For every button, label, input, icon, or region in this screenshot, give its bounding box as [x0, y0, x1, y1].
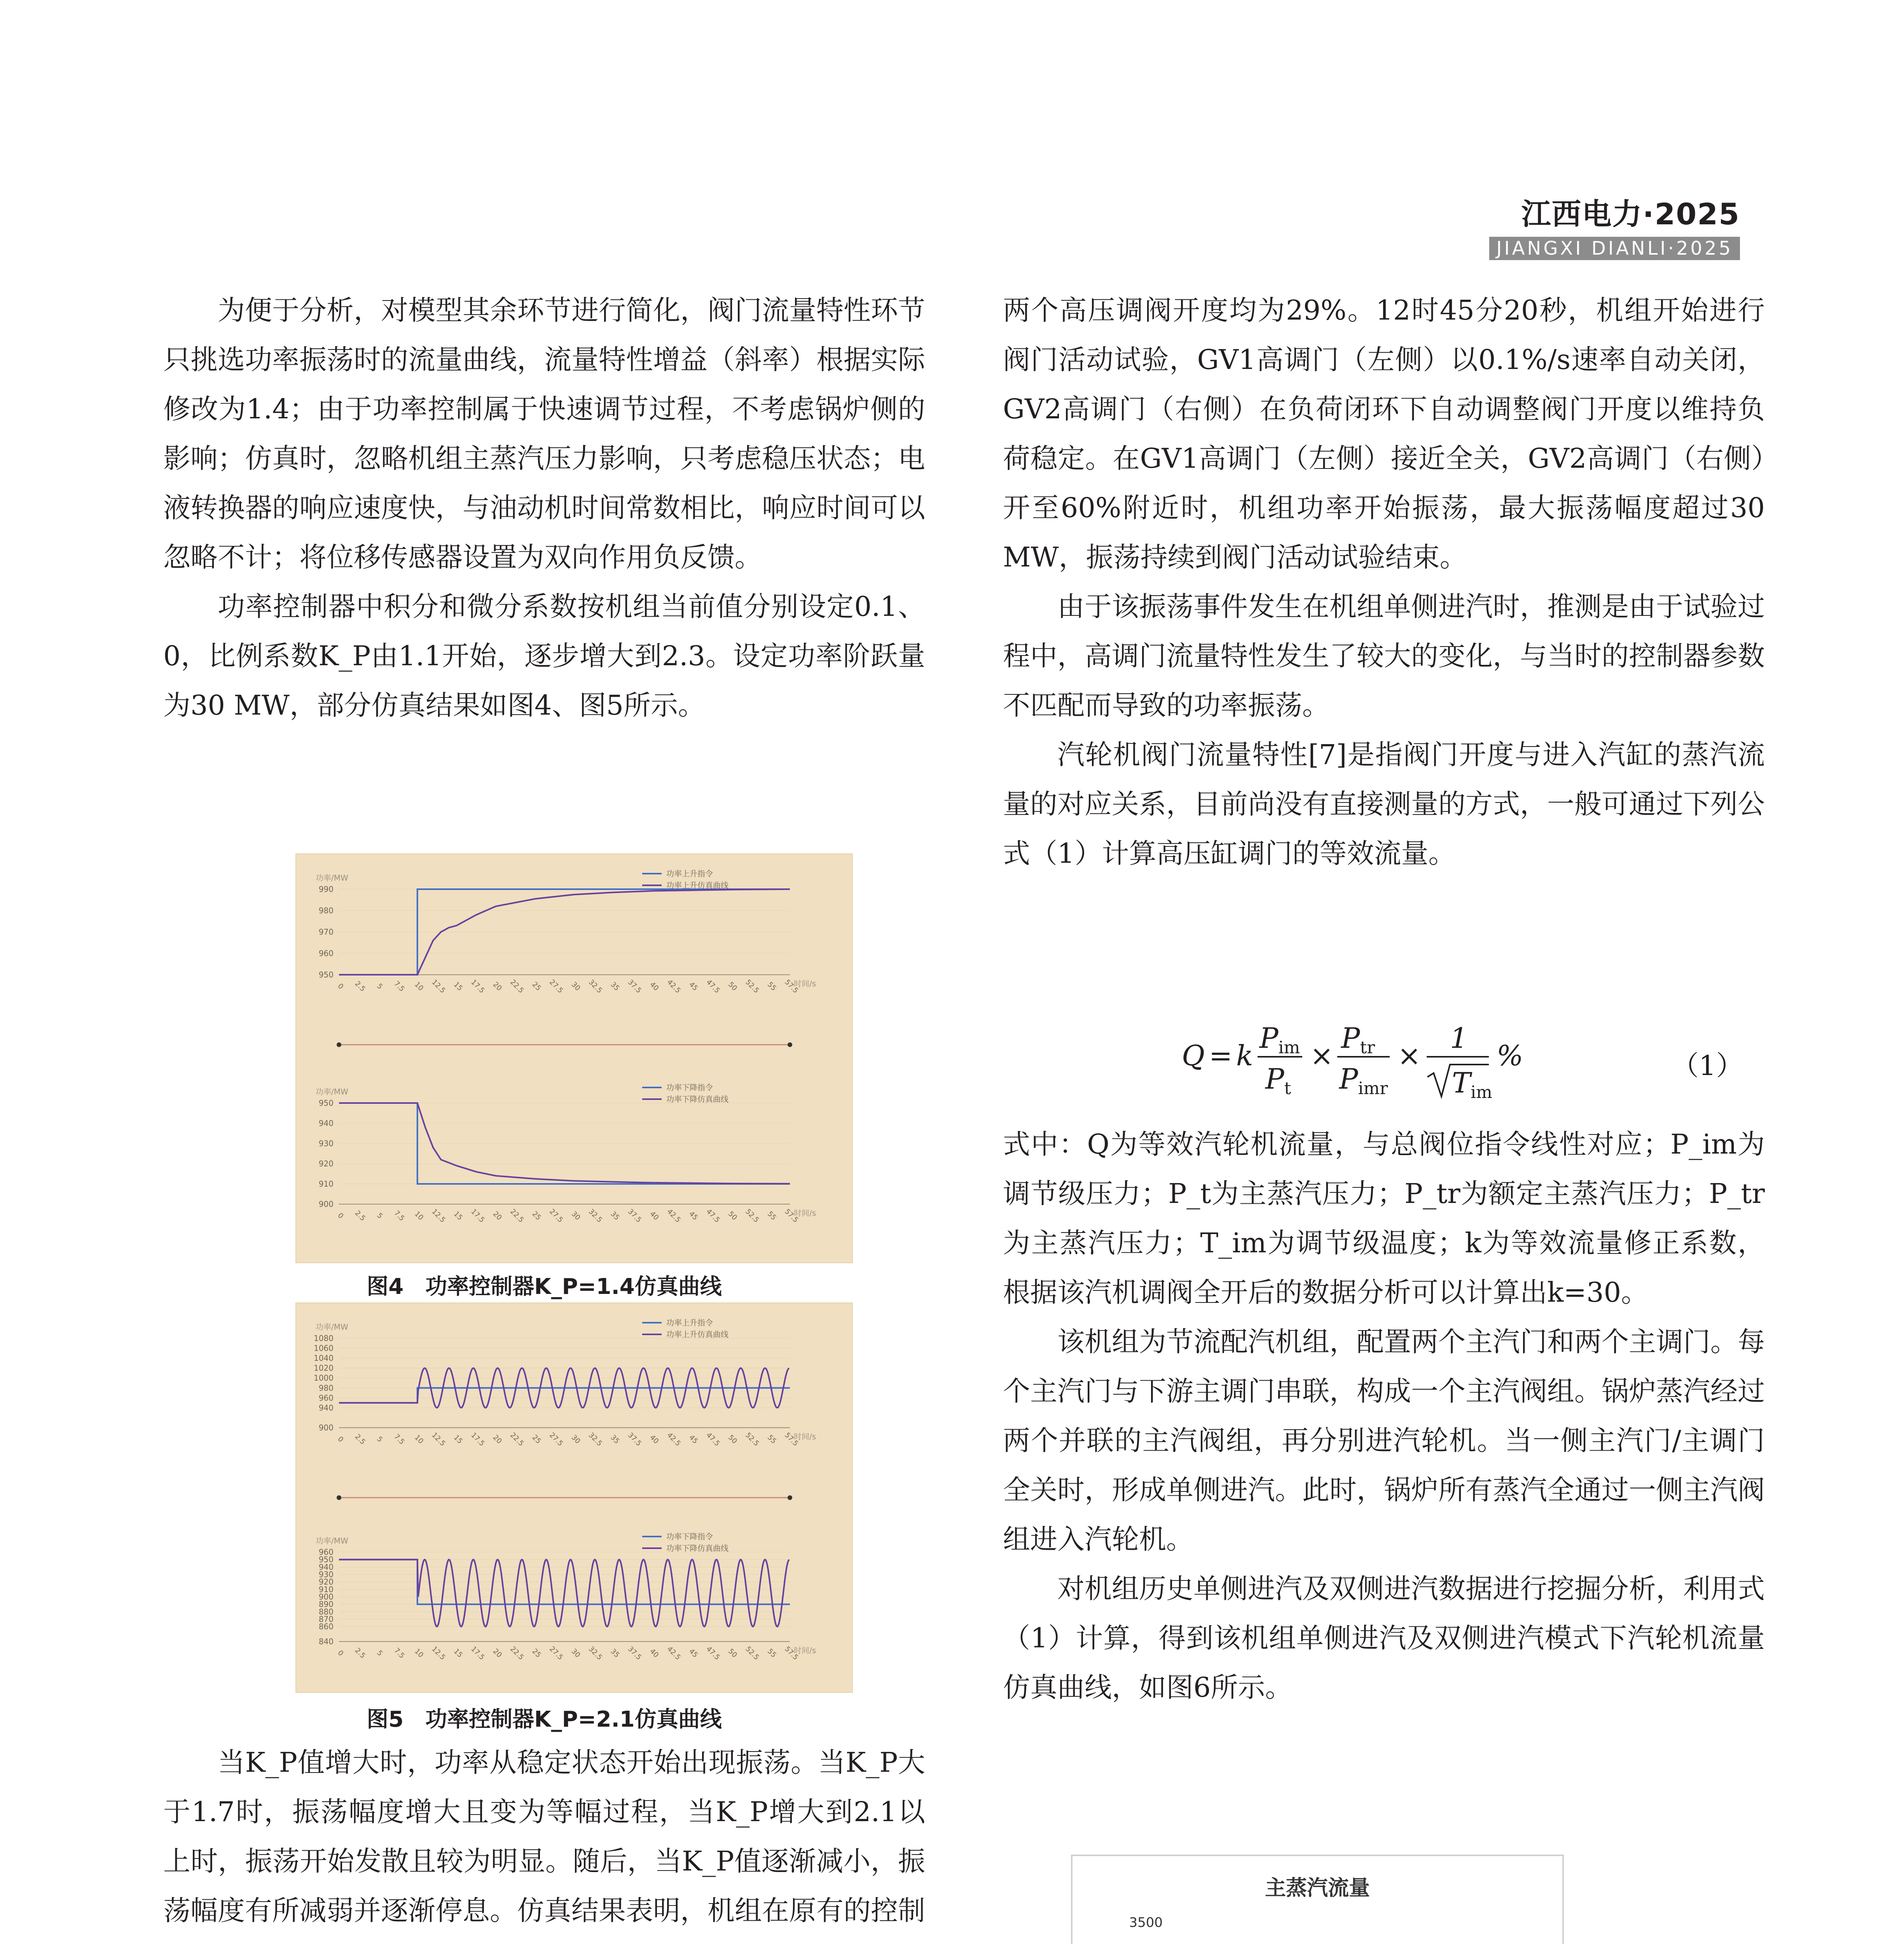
fig5-bottom-xtick: 5 [375, 1649, 384, 1658]
fig4-top-ytick: 950 [318, 970, 334, 979]
fig4-top-ytick: 990 [318, 885, 334, 894]
fig4-top-xtick: 2.5 [353, 979, 367, 993]
fig5-top-xtick: 30 [569, 1433, 582, 1446]
fig5-top-xtick: 37.5 [626, 1431, 643, 1448]
fig4-top-xtick: 25 [530, 980, 543, 993]
fig4-bottom-ytick: 900 [318, 1199, 334, 1209]
right-paragraph-6: 对机组历史单侧进汽及双侧进汽数据进行挖掘分析，利用式（1）计算，得到该机组单侧进汽及双侧进汽模式下汽轮机流量仿真曲线，如图6所示。 [1003, 1573, 1765, 1703]
fig4-bottom-xtick: 5 [375, 1211, 384, 1220]
fig5-bottom-ytick: 910 [318, 1584, 334, 1594]
fig4-bottom-xtick: 40 [648, 1210, 660, 1222]
fig5-top-ytick: 900 [318, 1423, 334, 1432]
fig4-top-xlabel: 时间/s [794, 979, 816, 988]
fig5-top-xtick: 35 [609, 1433, 621, 1446]
fig4-bottom-xtick: 12.5 [430, 1207, 447, 1224]
right-column-lower [1003, 1120, 1765, 1712]
svg-text:%: % [1497, 1039, 1523, 1072]
right-paragraph-5: 该机组为节流配汽机组，配置两个主汽门和两个主调门。每个主汽门与下游主调门串联，构成一个主汽阀组。锅炉蒸汽经过两个并联的主汽阀组，再分别进汽轮机。当一侧主汽门/主调门全关时，形成单侧进汽。此时，锅炉所有蒸汽全通过一侧主汽阀组进入汽轮机。 [1003, 1326, 1765, 1555]
equation-number: （1） [1672, 1050, 1743, 1082]
fig4-top-xtick: 57.5 [783, 978, 800, 995]
fig5-bottom-xtick: 0 [336, 1649, 345, 1658]
left-paragraph-2: 功率控制器中积分和微分系数按机组当前值分别设定0.1、0，比例系数K_P由1.1开始，逐步增大到2.3。设定功率阶跃量为30 MW，部分仿真结果如图4、图5所示。 [163, 591, 925, 721]
fig5-bottom-xtick: 22.5 [508, 1645, 526, 1662]
fig4-separator-dot [337, 1042, 341, 1047]
fig5-top-xtick: 5 [375, 1435, 384, 1444]
fig4-bottom-ytick: 920 [318, 1159, 334, 1168]
fig4-top-legend-label: 功率上升仿真曲线 [666, 881, 728, 890]
svg-text:×: × [1397, 1039, 1421, 1072]
fig4-top-xtick: 40 [648, 980, 660, 993]
fig4-top-xtick: 52.5 [744, 978, 761, 995]
fig5-bottom-xtick: 37.5 [626, 1645, 643, 1662]
fig5-top-xtick: 42.5 [665, 1431, 682, 1448]
fig5-bottom-xtick: 10 [413, 1647, 425, 1659]
fig5-bottom-ytick: 920 [318, 1577, 334, 1587]
fig4-top-ytick: 960 [318, 949, 334, 958]
journal-name-cn: 江西电力·2025 [1521, 197, 1740, 231]
left-column [163, 286, 925, 730]
fig5-top-legend-label: 功率上升指令 [666, 1318, 713, 1327]
left-column-lower [163, 1738, 925, 1944]
fig5-bottom-legend-label: 功率下降指令 [666, 1532, 713, 1541]
figure-4-caption: 图4 功率控制器K_P=1.4仿真曲线 [367, 1274, 722, 1299]
fig5-top-xtick: 40 [648, 1433, 660, 1446]
fig4-bottom-xtick: 0 [336, 1211, 345, 1220]
fig5-bottom-ylabel: 功率/MW [316, 1536, 348, 1545]
fig5-bottom-xtick: 15 [452, 1647, 465, 1659]
fig5-bottom-ytick: 860 [318, 1622, 334, 1631]
fig5-top-xtick: 55 [765, 1433, 778, 1446]
fig4-top-xtick: 42.5 [665, 978, 682, 995]
fig5-bottom-ytick: 890 [318, 1600, 334, 1609]
fig4-top-xtick: 50 [727, 980, 739, 993]
fig4-separator-dot [788, 1042, 792, 1047]
fig4-top-xtick: 15 [452, 980, 465, 993]
fig5-bottom-xtick: 35 [609, 1647, 621, 1659]
fig5-bottom-xtick: 57.5 [783, 1645, 800, 1662]
fig5-bottom-xtick: 52.5 [744, 1645, 761, 1662]
fig5-bottom-xtick: 40 [648, 1647, 660, 1659]
fig4-bottom-ylabel: 功率/MW [316, 1087, 348, 1096]
fig5-top-xtick: 22.5 [508, 1431, 526, 1448]
fig5-separator-dot [337, 1495, 341, 1500]
figure-5-caption: 图5 功率控制器K_P=2.1仿真曲线 [367, 1707, 722, 1732]
fig4-top-ytick: 970 [318, 927, 334, 937]
fig4-bottom-xtick: 55 [765, 1210, 778, 1222]
fig5-top-ytick: 1040 [314, 1353, 334, 1363]
fig5-top-xtick: 45 [687, 1433, 700, 1446]
fig4-bottom-xtick: 32.5 [587, 1207, 604, 1224]
fig5-top-ytick: 1080 [314, 1334, 334, 1343]
figure-6-plot [1073, 1856, 1562, 1944]
fig5-top-xtick: 17.5 [469, 1431, 486, 1448]
fig4-top-xtick: 27.5 [548, 978, 565, 995]
fig5-top-xtick: 7.5 [392, 1432, 406, 1446]
svg-text:Tim: Tim [1452, 1066, 1492, 1102]
fig5-top-xtick: 47.5 [704, 1431, 721, 1448]
svg-text:Pimr: Pimr [1339, 1063, 1388, 1098]
fig4-top-ytick: 980 [318, 906, 334, 915]
fig4-top-xtick: 5 [375, 982, 384, 991]
fig5-top-xtick: 20 [491, 1433, 503, 1446]
fig5-bottom-xtick: 32.5 [587, 1645, 604, 1662]
fig4-top-xtick: 20 [491, 980, 503, 993]
fig5-top-xtick: 0 [336, 1435, 345, 1444]
fig5-top-ytick: 1000 [314, 1373, 334, 1383]
fig4-top-xtick: 10 [413, 980, 425, 993]
fig5-bottom-ytick: 930 [318, 1570, 334, 1579]
fig5-top-xtick: 57.5 [783, 1431, 800, 1448]
fig5-bottom-xtick: 45 [687, 1647, 700, 1659]
fig4-bottom-xtick: 45 [687, 1210, 700, 1222]
right-paragraph-2: 由于该振荡事件发生在机组单侧进汽时，推测是由于试验过程中，高调门流量特性发生了较大的变化，与当时的控制器参数不匹配而导致的功率振荡。 [1003, 591, 1765, 721]
fig4-top-xtick: 22.5 [508, 978, 526, 995]
fig6-ytick: 3500 [1129, 1915, 1163, 1930]
fig5-top-xtick: 2.5 [353, 1432, 367, 1446]
fig5-bottom-ytick: 840 [318, 1637, 334, 1646]
fig5-separator-dot [788, 1495, 792, 1500]
fig4-top-xtick: 17.5 [469, 978, 486, 995]
fig4-top-xtick: 7.5 [392, 979, 406, 993]
svg-text:1: 1 [1450, 1022, 1468, 1054]
fig5-top-xlabel: 时间/s [794, 1432, 816, 1441]
fig5-top-xtick: 50 [727, 1433, 739, 1446]
figure-5 [295, 1302, 853, 1693]
fig5-bottom-ytick: 940 [318, 1562, 334, 1572]
fig4-top-xtick: 0 [336, 982, 345, 991]
fig5-top-xtick: 25 [530, 1433, 543, 1446]
figure-4-plot [296, 854, 852, 1262]
svg-text:=: = [1209, 1039, 1233, 1072]
svg-text:Q: Q [1182, 1039, 1205, 1072]
svg-text:k: k [1236, 1039, 1253, 1072]
fig5-top-ytick: 940 [318, 1403, 334, 1413]
fig4-bottom-ytick: 930 [318, 1139, 334, 1148]
fig5-bottom-xtick: 17.5 [469, 1645, 486, 1662]
left-paragraph-3: 当K_P值增大时，功率从稳定状态开始出现振荡。当K_P大于1.7时，振荡幅度增大且变为等幅过程，当K_P增大到2.1以上时，振荡开始发散且较为明显。随后，当K_P值逐渐减小，振荡幅度有所减弱并逐渐停息。仿真结果表明，机组在原有的控制 [163, 1746, 925, 1927]
fig5-top-ytick: 1060 [314, 1343, 334, 1353]
fig5-top-ytick: 980 [318, 1383, 334, 1393]
fig4-top-xtick: 12.5 [430, 978, 447, 995]
right-paragraph-1: 两个高压调阀开度均为29%。12时45分20秒，机组开始进行阀门活动试验，GV1高调门（左侧）以0.1%/s速率自动关闭，GV2高调门（右侧）在负荷闭环下自动调整阀门开度以维持负荷稳定。在GV1高调门（左侧）接近全关，GV2高调门（右侧）开至60%附近时，机组功率开始振荡，最大振荡幅度超过30 MW，振荡持续到阀门活动试验结束。 [1003, 294, 1765, 573]
fig4-top-xtick: 45 [687, 980, 700, 993]
fig5-top-xtick: 52.5 [744, 1431, 761, 1448]
svg-text:×: × [1310, 1039, 1334, 1072]
fig5-bottom-xtick: 2.5 [353, 1646, 367, 1660]
fig4-bottom-xtick: 25 [530, 1210, 543, 1222]
fig5-top-xtick: 27.5 [548, 1431, 565, 1448]
equation-1 [1182, 1011, 1726, 1108]
left-paragraph-1: 为便于分析，对模型其余环节进行简化，阀门流量特性环节只挑选功率振荡时的流量曲线，流量特性增益（斜率）根据实际修改为1.4；由于功率控制属于快速调节过程，不考虑锅炉侧的影响；仿真时，忽略机组主蒸汽压力影响，只考虑稳压状态；电液转换器的响应速度快，与油动机时间常数相比，响应时间可以忽略不计；将位移传感器设置为双向作用负反馈。 [163, 294, 925, 573]
fig4-top-xtick: 37.5 [626, 978, 643, 995]
fig4-bottom-xtick: 35 [609, 1210, 621, 1222]
fig4-bottom-ytick: 950 [318, 1098, 334, 1108]
fig5-bottom-xtick: 42.5 [665, 1645, 682, 1662]
fig4-top-ylabel: 功率/MW [316, 873, 348, 883]
fig4-top-xtick: 55 [765, 980, 778, 993]
fig5-bottom-xtick: 12.5 [430, 1645, 447, 1662]
right-paragraph-4: 式中：Q为等效汽轮机流量，与总阀位指令线性对应；P_im为调节级压力；P_t为主蒸汽压力；P_tr为额定主蒸汽压力；P_tr为主蒸汽压力；T_im为调节级温度；k为等效流量修正系数，根据该汽机调阀全开后的数据分析可以计算出k=30。 [1003, 1128, 1765, 1308]
fig4-bottom-xtick: 17.5 [469, 1207, 486, 1224]
journal-header [1489, 191, 1740, 260]
fig4-bottom-xtick: 47.5 [704, 1207, 721, 1224]
svg-text:Pim: Pim [1259, 1022, 1300, 1058]
fig5-bottom-ytick: 950 [318, 1555, 334, 1565]
fig4-bottom-xtick: 50 [727, 1210, 739, 1222]
fig5-top-xtick: 10 [413, 1433, 425, 1446]
fig5-bottom-xtick: 47.5 [704, 1645, 721, 1662]
fig4-bottom-xtick: 15 [452, 1210, 465, 1222]
fig5-top-ylabel: 功率/MW [316, 1322, 348, 1332]
fig4-bottom-xtick: 27.5 [548, 1207, 565, 1224]
journal-name-en: JIANGXI DIANLI·2025 [1489, 237, 1740, 260]
fig6-title: 主蒸汽流量 [1265, 1876, 1370, 1900]
fig4-bottom-xtick: 42.5 [665, 1207, 682, 1224]
fig4-bottom-xtick: 57.5 [783, 1207, 800, 1224]
right-paragraph-3: 汽轮机阀门流量特性[7]是指阀门开度与进入汽缸的蒸汽流量的对应关系，目前尚没有直接测量的方式，一般可通过下列公式（1）计算高压缸调门的等效流量。 [1003, 739, 1765, 869]
fig4-bottom-legend-label: 功率下降仿真曲线 [666, 1094, 728, 1104]
fig5-top-xtick: 12.5 [430, 1431, 447, 1448]
fig4-top-legend-label: 功率上升指令 [666, 869, 713, 878]
svg-text:Ptr: Ptr [1341, 1022, 1375, 1058]
fig5-bottom-xtick: 20 [491, 1647, 503, 1659]
fig5-bottom-xtick: 7.5 [392, 1646, 406, 1660]
fig4-bottom-ytick: 940 [318, 1119, 334, 1128]
equation-1-formula [1182, 1011, 1570, 1108]
fig5-top-ytick: 1020 [314, 1363, 334, 1373]
fig4-bottom-xtick: 37.5 [626, 1207, 643, 1224]
fig5-bottom-ytick: 880 [318, 1607, 334, 1617]
fig5-bottom-legend-label: 功率下降仿真曲线 [666, 1544, 728, 1553]
fig4-bottom-xtick: 2.5 [353, 1209, 367, 1223]
fig5-bottom-ytick: 870 [318, 1614, 334, 1624]
fig4-bottom-xtick: 7.5 [392, 1209, 406, 1223]
fig5-bottom-xtick: 30 [569, 1647, 582, 1659]
fig4-bottom-xtick: 22.5 [508, 1207, 526, 1224]
figure-4 [295, 853, 853, 1263]
fig5-top-xtick: 32.5 [587, 1431, 604, 1448]
right-column [1003, 286, 1765, 878]
fig5-bottom-ytick: 900 [318, 1592, 334, 1601]
fig4-top-xtick: 35 [609, 980, 621, 993]
fig5-bottom-xtick: 50 [727, 1647, 739, 1659]
fig4-top-xtick: 47.5 [704, 978, 721, 995]
fig5-bottom-ytick: 960 [318, 1547, 334, 1557]
svg-text:Pt: Pt [1265, 1063, 1291, 1098]
fig4-bottom-xtick: 10 [413, 1210, 425, 1222]
fig4-bottom-legend-label: 功率下降指令 [666, 1083, 713, 1092]
fig5-bottom-xtick: 27.5 [548, 1645, 565, 1662]
fig5-top-legend-label: 功率上升仿真曲线 [666, 1330, 728, 1339]
fig5-top-xtick: 15 [452, 1433, 465, 1446]
fig4-bottom-xtick: 20 [491, 1210, 503, 1222]
fig5-bottom-xlabel: 时间/s [794, 1646, 816, 1655]
figure-6 [1071, 1855, 1564, 1944]
fig5-top-ytick: 960 [318, 1393, 334, 1403]
fig4-bottom-ytick: 910 [318, 1179, 334, 1189]
fig4-top-xtick: 32.5 [587, 978, 604, 995]
fig4-bottom-xtick: 30 [569, 1210, 582, 1222]
fig4-top-xtick: 30 [569, 980, 582, 993]
figure-5-plot [296, 1303, 852, 1692]
fig4-bottom-xlabel: 时间/s [794, 1208, 816, 1218]
fig5-bottom-series-line-2 [339, 1559, 789, 1626]
fig5-bottom-xtick: 25 [530, 1647, 543, 1659]
fig5-bottom-xtick: 55 [765, 1647, 778, 1659]
fig4-bottom-xtick: 52.5 [744, 1207, 761, 1224]
